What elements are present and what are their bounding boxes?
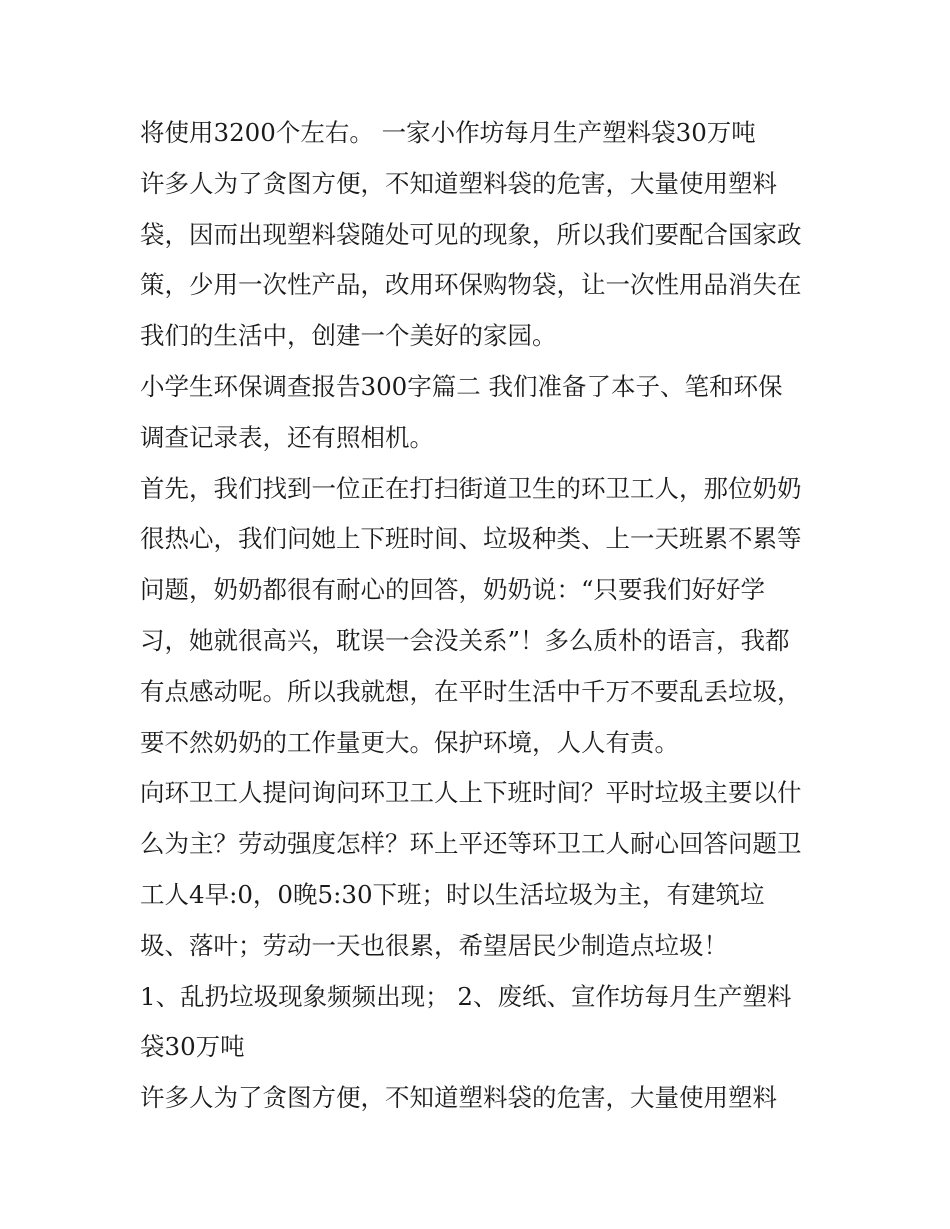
text-line: 有点感动呢。所以我就想，在平时生活中千万不要乱丢垃圾， <box>140 676 802 706</box>
text-line: 许多人为了贪图方便，不知道塑料袋的危害，大量使用塑料 <box>140 168 777 198</box>
text-line: 1、乱扔垃圾现象频频出现； 2、废纸、宣作坊每月生产塑料 <box>140 981 792 1011</box>
text-line: 将使用3200个左右。 一家小作坊每月生产塑料袋30万吨 <box>140 118 756 147</box>
text-line: 许多人为了贪图方便，不知道塑料袋的危害，大量使用塑料 <box>140 1083 777 1113</box>
text-line: 向环卫工人提问询问环卫工人上下班时间？平时垃圾主要以什 <box>140 778 802 808</box>
text-line: 我们的生活中，创建一个美好的家园。 <box>140 321 557 351</box>
text-line: 圾、落叶；劳动一天也很累，希望居民少制造点垃圾！ <box>140 930 728 960</box>
text-line: 袋30万吨 <box>140 1032 245 1062</box>
text-line: 么为主？劳动强度怎样？环上平还等环卫工人耐心回答问题卫 <box>140 829 802 859</box>
text-line: 首先，我们找到一位正在打扫街道卫生的环卫工人，那位奶奶 <box>140 473 802 503</box>
text-line: 袋，因而出现塑料袋随处可见的现象，所以我们要配合国家政 <box>140 219 802 249</box>
text-line: 工人4早:0，0晚5:30下班；时以生活垃圾为主，有建筑垃 <box>140 879 765 909</box>
document-body <box>140 108 830 1124</box>
text-line: 小学生环保调查报告300字篇二 我们准备了本子、笔和环保 <box>140 371 783 401</box>
text-line: 问题，奶奶都很有耐心的回答，奶奶说：“只要我们好好学 <box>140 575 766 605</box>
text-line: 策，少用一次性产品，改用环保购物袋，让一次性用品消失在 <box>140 270 802 300</box>
text-line: 调查记录表，还有照相机。 <box>140 422 434 452</box>
text-line: 很热心，我们问她上下班时间、垃圾种类、上一天班累不累等 <box>140 524 802 554</box>
text-line: 习，她就很高兴，耽误一会没关系”！多么质朴的语言，我都 <box>140 625 790 655</box>
text-line: 要不然奶奶的工作量更大。保护环境，人人有责。 <box>140 727 679 757</box>
